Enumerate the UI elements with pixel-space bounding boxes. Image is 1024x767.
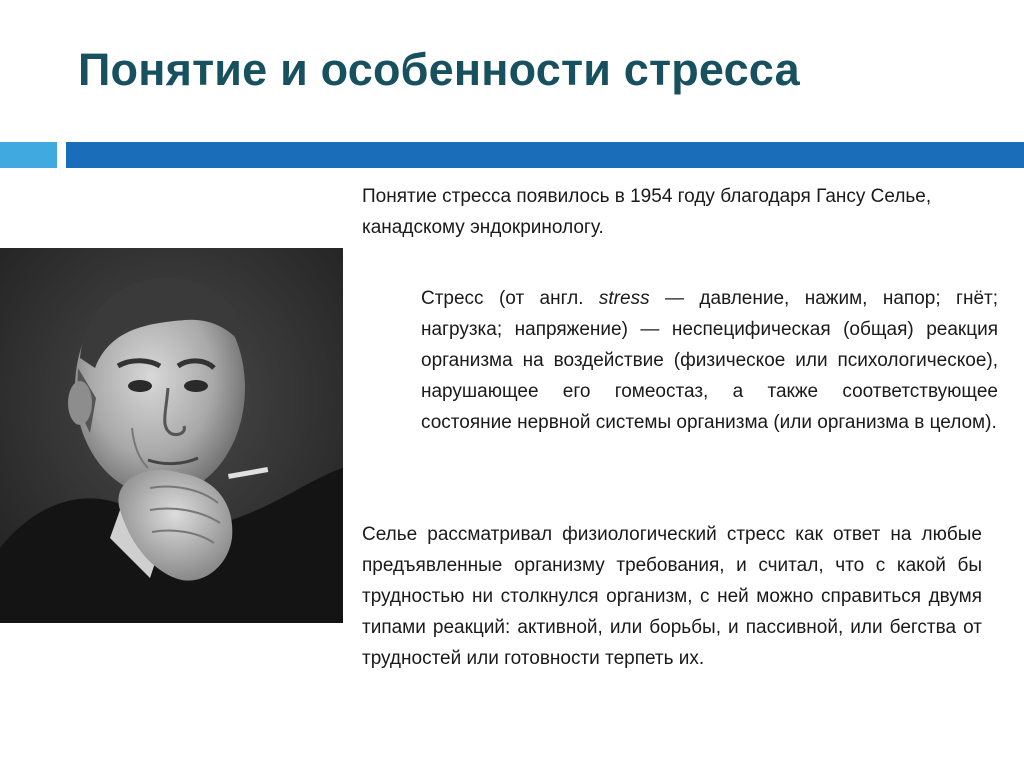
accent-bar-dark (66, 142, 1024, 168)
definition-english-term: stress (598, 288, 650, 309)
selye-view-paragraph: Селье рассматривал физиологический стресс как ответ на любые предъявленные организму требования, и считал, что с какой бы трудностью ни столкнулся организм, с ней можно справиться двумя типами реакций: активной, или борьбы, и пассивной, или бегства от трудностей или готовности терпеть их. (362, 524, 982, 669)
definition-paragraph (421, 283, 998, 438)
definition-text-rest: — давление, нажим, напор; гнёт; нагрузка; напряжение) — неспецифическая (общая) реакция организма на воздействие (физическое или психологическое), нарушающее его гомеостаз, а также соответствующее состояние нервной системы организма (или организма в целом). (421, 288, 999, 433)
accent-bar-light (0, 142, 57, 168)
intro-paragraph: Понятие стресса появилось в 1954 году благодаря Гансу Селье, канадскому эндокринологу. (362, 186, 932, 238)
definition-text-start: Стресс (от англ. (421, 288, 599, 309)
slide-title: Понятие и особенности стресса (78, 44, 800, 95)
portrait-photo (0, 248, 343, 623)
